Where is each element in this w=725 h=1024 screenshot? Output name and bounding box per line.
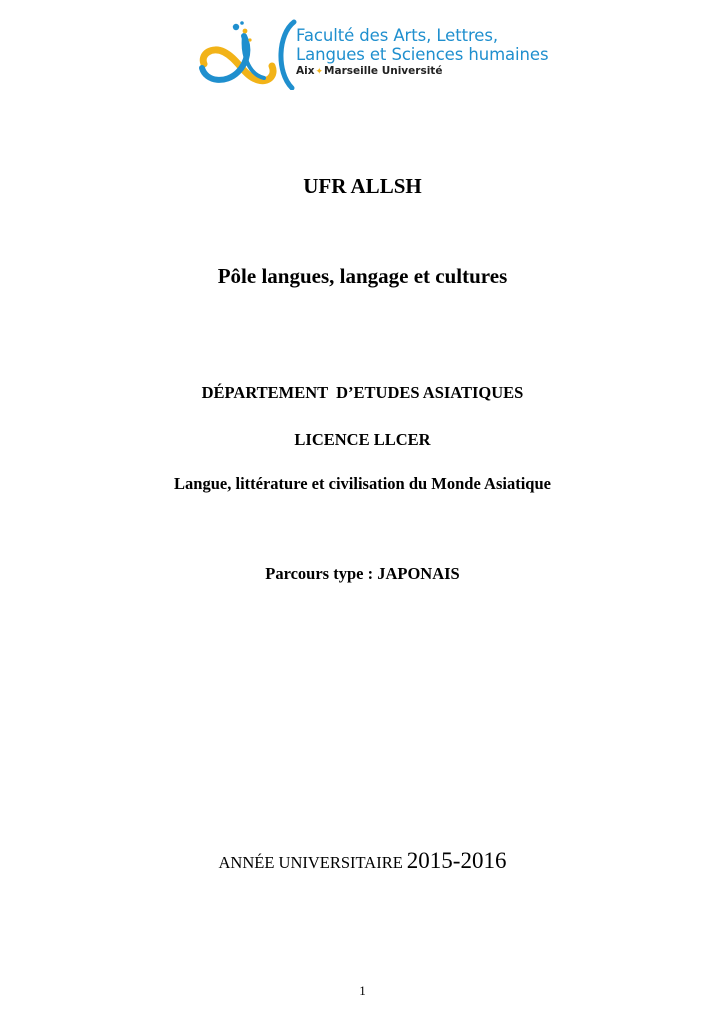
logo-university [296, 65, 548, 79]
faculty-logo [198, 16, 549, 92]
page-number: 1 [359, 983, 366, 998]
academic-year-label: ANNÉE UNIVERSITAIRE [218, 853, 403, 872]
logo-university-marseille: Marseille Université [324, 65, 443, 77]
star-icon: ✦ [315, 67, 324, 77]
faculty-logo-mark-icon [198, 18, 298, 90]
pole-title: Pôle langues, langage et cultures [217, 264, 508, 288]
department-title: DÉPARTEMENT D’ETUDES ASIATIQUES [201, 383, 524, 402]
logo-university-aix: Aix [296, 65, 315, 77]
ufr-title: UFR ALLSH [303, 174, 422, 198]
academic-year-value: 2015-2016 [406, 848, 507, 873]
licence-title: LICENCE LLCER [294, 430, 431, 449]
academic-year [0, 848, 725, 874]
logo-line-2: Langues et Sciences humaines [296, 45, 549, 64]
parcours-type: Parcours type : JAPONAIS [265, 564, 460, 583]
licence-subtitle: Langue, littérature et civilisation du Monde Asiatique [174, 474, 551, 493]
faculty-logo-text [296, 26, 548, 79]
logo-line-1: Faculté des Arts, Lettres, [296, 26, 498, 45]
